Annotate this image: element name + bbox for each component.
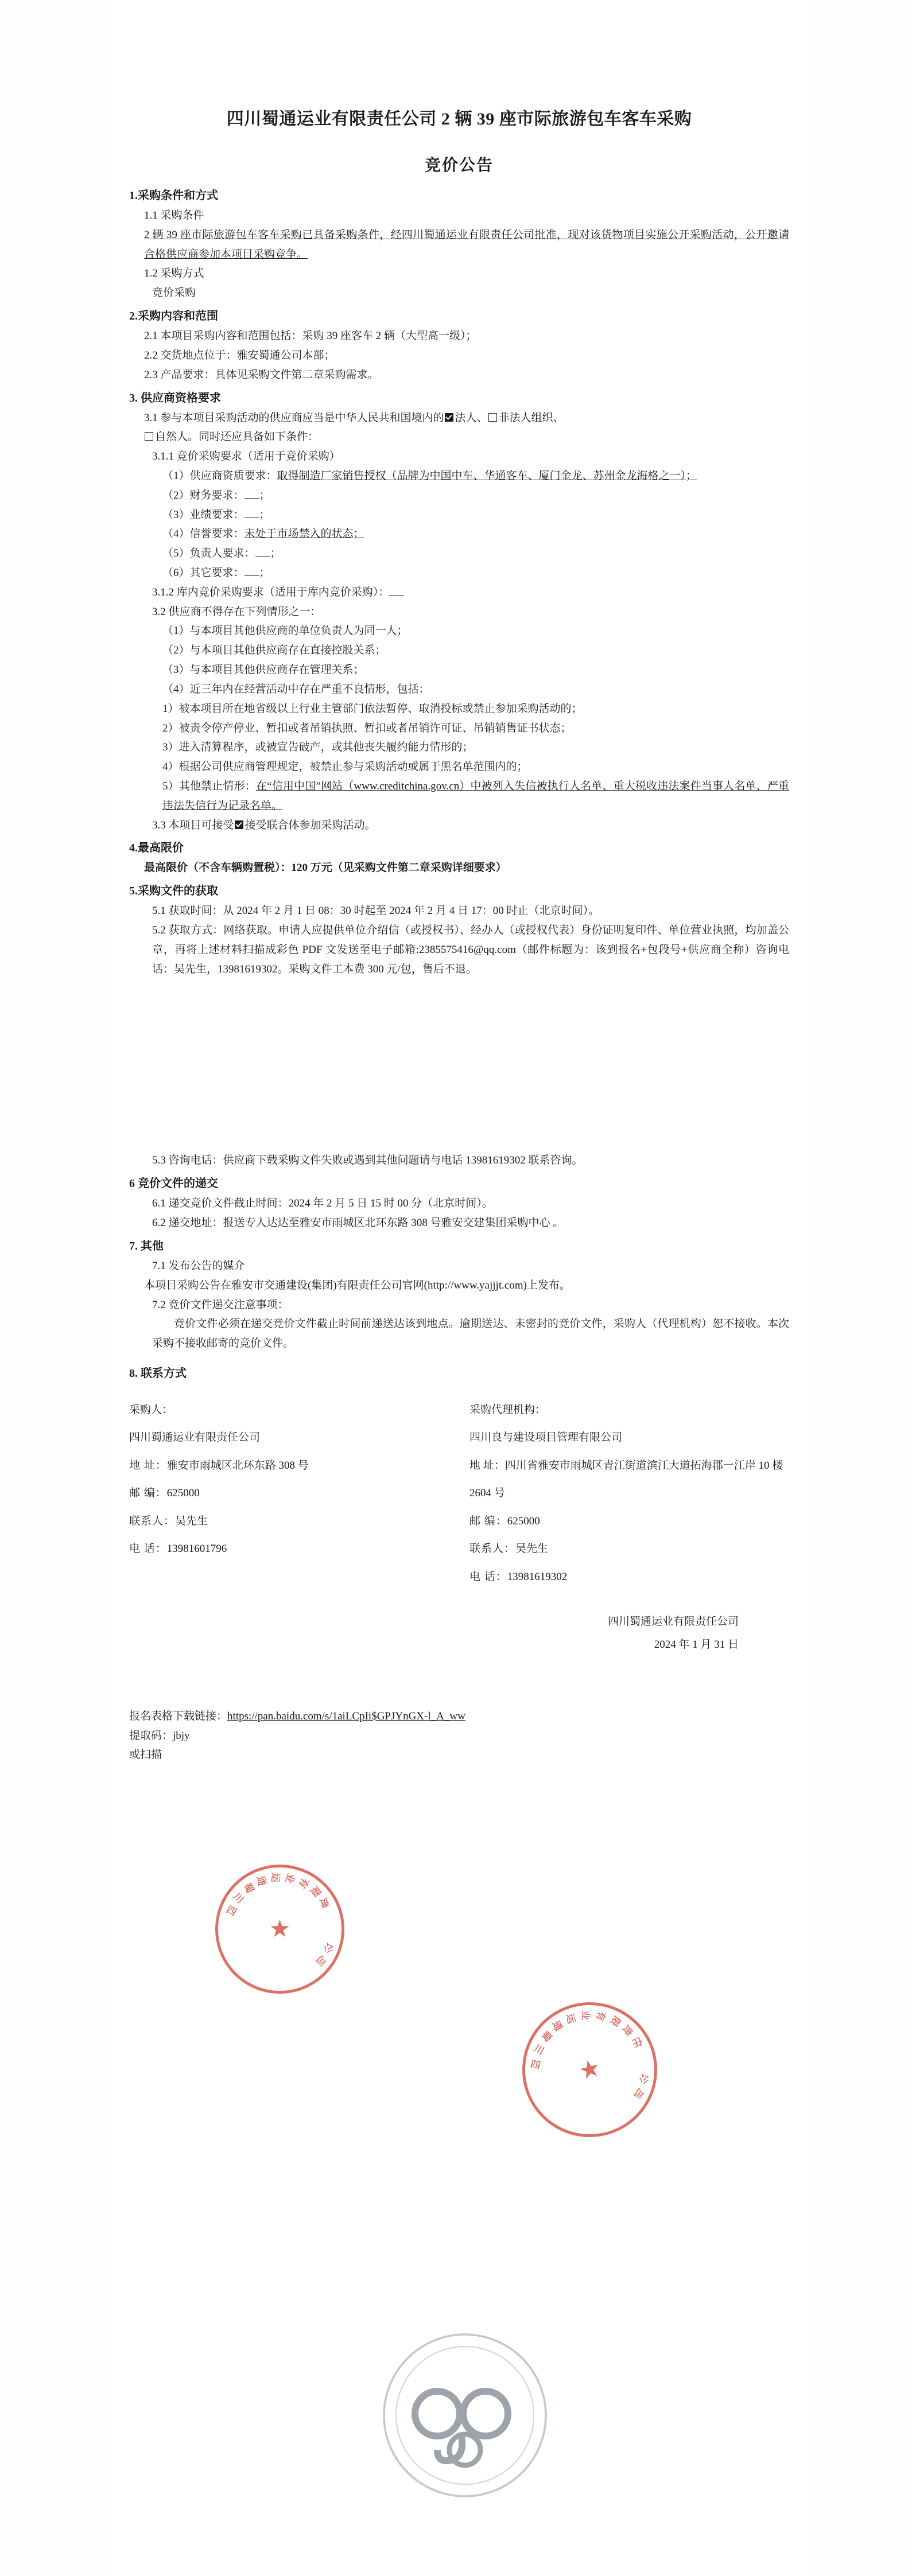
option-natural-person: 自然人。同时还应具备如下条件： xyxy=(155,431,319,443)
credit-value: 未处于市场禁入的状态； xyxy=(244,528,364,540)
section-7-2-text: 竞价文件必须在递交竞价文件截止时间前递送达该到地点。逾期送达、未密封的竞价文件，采购人（代理机构）恕不接收。本次采购不接收邮寄的竞价文件。 xyxy=(152,1318,789,1350)
extract-code-value: jbjy xyxy=(173,1729,190,1742)
section-5-3-text: 5.3 咨询电话：供应商下载采购文件失败或遇到其他问题请与电话 13981619302 联系咨询。 xyxy=(152,1154,583,1167)
agency-phone xyxy=(469,1563,789,1591)
section-3-3-text xyxy=(129,816,789,835)
section-3-1-1-item-2: （2）财务要求： ； xyxy=(162,489,270,501)
qr-code-icon xyxy=(379,2329,551,2501)
section-1-1-text: 2 辆 39 座市际旅游包车客车采购已具备采购条件，经四川蜀通运业有限责任公司批准，现对该货物项目实施公开采购活动，公开邀请合格供应商参加本项目采购竞争。 xyxy=(144,228,789,260)
section-2-1-text: 2.1 本项目采购内容和范围包括：采购 39 座客车 2 辆（大型高一级）； xyxy=(144,330,477,343)
form-download-label: 报名表格下载链接： xyxy=(129,1710,228,1722)
section-8-heading: 8. 联系方式 xyxy=(129,1367,187,1380)
extract-code-label: 提取码： xyxy=(129,1729,173,1742)
section-3-1-1-item-4 xyxy=(129,524,789,544)
leader-blank xyxy=(255,546,270,557)
option-unincorporated: 非法人组织、 xyxy=(498,411,564,424)
agency-zip xyxy=(469,1508,789,1535)
qualification-value: 取得制造厂家销售授权（品牌为中国中车、华通客车、厦门金龙、苏州金龙海格之一）； xyxy=(277,469,697,482)
section-6-1-text: 6.1 递交竞价文件截止时间：2024 年 2 月 5 日 15 时 00 分（北京时间）。 xyxy=(152,1197,493,1210)
signature-block xyxy=(129,1610,789,1656)
section-3-2-item-2: （2）与本项目其他供应商存在直接控股关系； xyxy=(162,644,386,657)
section-3-1-1-heading: 3.1.1 竞价采购要求（适用于竞价采购） xyxy=(152,450,340,463)
section-6-2-text: 6.2 递交地址：报送专人达达至雅安市雨城区北环东路 308 号雅安交建集团采购中心 。 xyxy=(152,1217,564,1229)
purchaser-address-value: 雅安市雨城区北环东路 308 号 xyxy=(166,1459,309,1472)
section-2-2-text: 2.2 交货地点位于：雅安蜀通公司本部； xyxy=(144,349,335,361)
other-label: （6）其它要求： xyxy=(162,567,245,579)
seal-text-ring-2: 四 川 蜀 通 运 业 有 限 责 任 公 司 xyxy=(529,2009,650,2100)
contact-purchaser xyxy=(129,1396,459,1591)
section-2-heading: 2.采购内容和范围 xyxy=(129,310,218,323)
agency-contact-label: 联系人： xyxy=(469,1543,516,1555)
section-4-heading: 4.最高限价 xyxy=(129,842,184,855)
contact-block xyxy=(129,1396,789,1591)
checkbox-consortium-not-accepted[interactable] xyxy=(235,820,243,829)
section-7-1-heading: 7.1 发布公告的媒介 xyxy=(152,1259,245,1272)
section-3-heading: 3. 供应商资格要求 xyxy=(129,391,221,404)
checkbox-unincorporated[interactable] xyxy=(488,413,497,422)
section-3-2-item-4-5 xyxy=(129,777,789,816)
option-legal-person: 法人、 xyxy=(455,411,488,424)
attachment-block xyxy=(129,1707,789,1765)
finance-label: （2）财务要求： xyxy=(162,489,245,501)
seal-star-icon-2: ★ xyxy=(576,2054,604,2085)
section-1-heading: 1.采购条件和方式 xyxy=(129,189,218,202)
section-3-2-item-1: （1）与本项目其他供应商的单位负责人为同一人； xyxy=(162,625,408,637)
agency-zip-value: 625000 xyxy=(507,1515,540,1527)
document-content xyxy=(109,106,809,1765)
section-3-2-item-4: （4）近三年内在经营活动中存在严重不良情形，包括： xyxy=(162,683,430,695)
checkbox-legal-person[interactable] xyxy=(445,413,453,422)
signature-company: 四川蜀通运业有限责任公司 xyxy=(607,1616,739,1628)
performance-label: （3）业绩要求： xyxy=(162,508,245,521)
section-3-1-lead: 3.1 参与本项目采购活动的供应商应当是中华人民共和国境内的 xyxy=(144,411,444,424)
purchaser-zip-value: 625000 xyxy=(166,1487,200,1500)
section-1-1-heading: 1.1 采购条件 xyxy=(144,209,204,221)
consortium-value: 接受联合体参加采购活动。 xyxy=(245,819,376,831)
extract-code-row xyxy=(129,1726,789,1746)
seal-text-ring: 四 川 蜀 通 运 业 有 限 责 公 司 xyxy=(224,1871,336,1968)
scan-label: 或扫描 xyxy=(129,1749,162,1761)
form-download-link[interactable]: https://pan.baidu.com/s/1aiLCpIi$GPJYnGX-l_A_ww xyxy=(227,1710,465,1722)
document-sheet xyxy=(109,0,809,2576)
section-5-1-text: 5.1 获取时间：从 2024 年 2 月 1 日 08：30 时起至 2024 年 2 月 4 日 17：00 时止（北京时间）。 xyxy=(152,905,600,917)
purchaser-address-label: 地 址： xyxy=(129,1459,167,1472)
purchaser-zip-label: 邮 编： xyxy=(129,1487,167,1500)
agency-address-label: 地 址： xyxy=(469,1459,505,1472)
section-3-2-item-4-3: 3）进入清算程序，或被宣告破产，或其他丧失履约能力情形的； xyxy=(162,741,474,754)
company-seal-overlay xyxy=(508,1988,672,2151)
section-3-2-item-4-2: 2）被责令停产停业、暂扣或者吊销执照、暂扣或者吊销许可证、吊销销售证书状态； xyxy=(162,722,572,734)
section-7-1-text: 本项目采购公告在雅安市交通建设(集团)有限责任公司官网(http://www.yajjjt.com)上发布。 xyxy=(144,1279,571,1291)
section-3-1-1-item-1 xyxy=(129,466,789,486)
section-7-2-heading: 7.2 竞价文件递交注意事项： xyxy=(152,1298,289,1311)
purchaser-contact-value: 吴先生 xyxy=(175,1515,208,1527)
section-6-heading: 6 竞价文件的递交 xyxy=(129,1177,218,1190)
page-subtitle: 竞价公告 xyxy=(424,157,494,174)
library-bidding-blank xyxy=(389,585,404,596)
section-3-1-1-item-3: （3）业绩要求： ； xyxy=(162,508,270,521)
contact-agency xyxy=(459,1396,789,1591)
page-title: 四川蜀通运业有限责任公司 2 辆 39 座市际旅游包车客车采购 xyxy=(226,110,692,129)
purchaser-phone-value: 13981601796 xyxy=(166,1543,227,1555)
section-3-2-item-4-1: 1）被本项目所在地省级以上行业主管部门依法暂停、取消投标或禁止参加采购活动的； xyxy=(162,702,583,715)
section-5-heading: 5.采购文件的获取 xyxy=(129,885,218,898)
other-blank xyxy=(245,566,259,576)
checkbox-natural-person[interactable] xyxy=(145,432,153,441)
other-prohibition-label: 5）其他禁止情形： xyxy=(162,780,256,792)
agency-contact xyxy=(469,1535,789,1563)
leader-label: （5）负责人要求： xyxy=(162,547,255,560)
performance-blank xyxy=(245,508,259,518)
purchaser-contact-label: 联系人： xyxy=(129,1515,176,1527)
section-3-1-1-item-6: （6）其它要求： ； xyxy=(162,567,270,579)
section-7-heading: 7. 其他 xyxy=(129,1239,164,1252)
section-3-1-2-text xyxy=(129,583,789,602)
company-seal-purchaser xyxy=(215,1865,344,1994)
section-4-1-text: 最高限价（不含车辆购置税）：120 万元（见采购文件第二章采购详细要求） xyxy=(144,862,507,874)
agency-phone-value: 13981619302 xyxy=(507,1570,568,1583)
section-3-1-1-item-5: （5）负责人要求： ； xyxy=(162,547,281,560)
agency-address xyxy=(469,1452,789,1508)
purchaser-phone xyxy=(129,1535,459,1563)
purchaser-address xyxy=(129,1452,459,1480)
purchaser-contact xyxy=(129,1508,459,1535)
consortium-label: 3.3 本项目可接受 xyxy=(152,819,234,831)
section-5-2-text: 5.2 获取方式：网络获取。申请人应提供单位介绍信（或授权书）、经办人（或授权代表）身份证明复印件、单位营业执照，均加盖公章，再将上述材料扫描成彩色 PDF 文发送至电子邮箱:2385575416@qq.com（邮件标题为：该到报名+包段号+供应商全称）咨询电话：吴先生，13981619302。采购文件工本费 300 元/包，售后不退。 xyxy=(152,924,789,975)
agency-phone-label: 电 话： xyxy=(469,1570,507,1583)
section-3-2-item-4-4: 4）根据公司供应商管理规定，被禁止参与采购活动或属于黑名单范围内的； xyxy=(162,761,528,773)
finance-blank xyxy=(245,488,259,499)
credit-label: （4）信誉要求： xyxy=(162,528,245,540)
purchaser-phone-label: 电 话： xyxy=(129,1543,167,1555)
form-download-row xyxy=(129,1707,789,1726)
purchaser-name: 四川蜀通运业有限责任公司 xyxy=(129,1431,261,1444)
section-1-2-heading: 1.2 采购方式 xyxy=(144,267,204,280)
qualification-label: （1）供应商资质要求： xyxy=(162,469,277,482)
agency-contact-value: 吴先生 xyxy=(515,1543,549,1555)
agency-name: 四川良与建设项目管理有限公司 xyxy=(469,1431,623,1444)
section-3-1-text xyxy=(129,408,789,448)
section-1-2-text: 竞价采购 xyxy=(152,287,196,299)
section-2-3-text: 2.3 产品要求：具体见采购文件第二章采购需求。 xyxy=(144,368,379,381)
purchaser-title: 采购人： xyxy=(129,1403,173,1416)
purchaser-zip xyxy=(129,1480,459,1507)
section-3-2-item-3: （3）与本项目其他供应商存在管理关系； xyxy=(162,664,364,676)
other-prohibition-value: 在“信用中国”网站（www.creditchina.gov.cn）中被列入失信被执行人名单、重大税收违法案件当事人名单、严重违法失信行为记录名单。 xyxy=(162,780,789,812)
library-bidding-label: 3.1.2 库内竞价采购要求（适用于库内竞价采购）： xyxy=(152,586,390,598)
signature-date: 2024 年 1 月 31 日 xyxy=(654,1638,739,1651)
seal-star-icon: ★ xyxy=(269,1916,291,1943)
agency-address-value: 四川省雅安市雨城区青江街道滨江大道拓海郡一江岸 10 楼 2604 号 xyxy=(469,1459,783,1500)
section-3-2-heading: 3.2 供应商不得存在下列情形之一： xyxy=(152,605,321,618)
page-break-gap xyxy=(129,979,789,1151)
agency-zip-label: 邮 编： xyxy=(469,1515,507,1527)
agency-title: 采购代理机构： xyxy=(469,1403,546,1416)
